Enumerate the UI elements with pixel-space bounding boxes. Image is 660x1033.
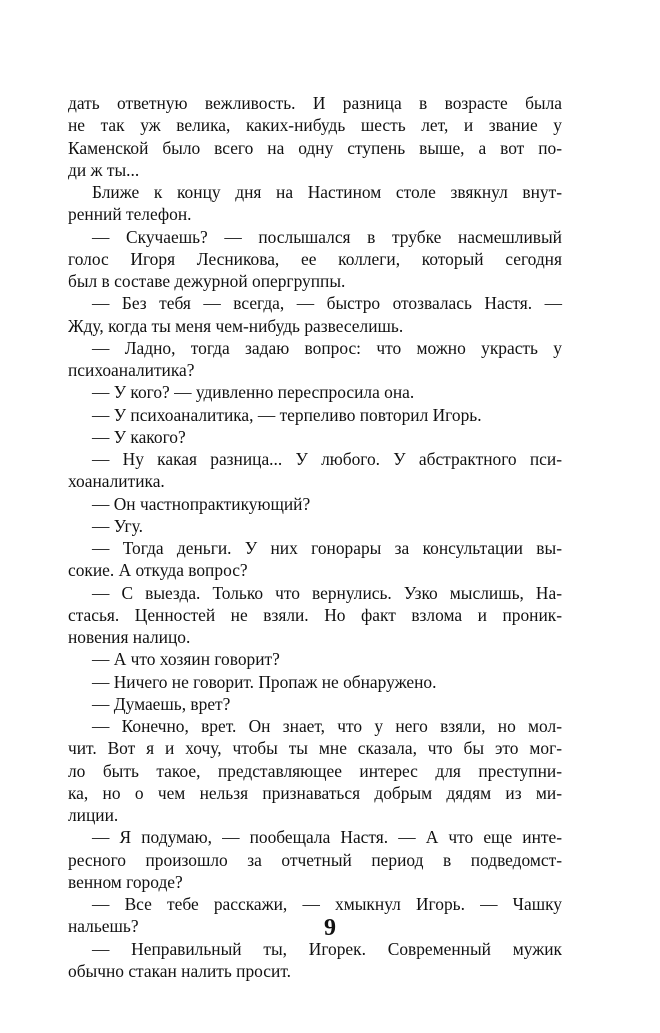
text-line: — Неправильный ты, Игорек. Современный мужик — [92, 938, 562, 959]
text-line: — Он частнопрактикующий? — [92, 493, 311, 514]
text-line: — Я подумаю, — пообещала Настя. — А что еще инте- — [92, 827, 562, 848]
text-line: новения налицо. — [68, 627, 191, 647]
text-line: голос Игоря Лесникова, ее коллеги, который сегодня — [68, 248, 562, 269]
text-line: был в составе дежурной опергруппы. — [68, 271, 346, 291]
text-line: не так уж велика, каких-нибудь шесть лет, и звание у — [68, 115, 562, 136]
text-line: — С выезда. Только что вернулись. Узко мыслишь, На- — [92, 582, 562, 603]
text-line: Ближе к концу дня на Настином столе звякнул внут- — [92, 182, 562, 202]
text-line: стасья. Ценностей не взяли. Но факт взлома и проник- — [68, 604, 562, 625]
text-line: — Ничего не говорит. Пропаж не обнаружено. — [92, 671, 437, 692]
text-line: обычно стакан налить просит. — [68, 960, 291, 981]
text-line: — А что хозяин говорит? — [92, 649, 280, 670]
text-line: — Тогда деньги. У них гонорары за консультации вы- — [92, 538, 562, 558]
text-line: лиции. — [68, 805, 119, 825]
text-line: — У какого? — [92, 426, 186, 447]
text-line: психоаналитика? — [68, 360, 195, 380]
text-line: дать ответную вежливость. И разница в возрасте была — [68, 93, 562, 113]
text-line: — Ладно, тогда задаю вопрос: что можно украсть у — [92, 337, 562, 358]
text-line: чит. Вот я и хочу, чтобы ты мне сказала, что бы это мог- — [68, 738, 562, 759]
text-line: ка, но о чем нельзя признаваться добрым дядям из ми- — [68, 782, 562, 803]
text-line: ренний телефон. — [68, 204, 192, 225]
text-line: венном городе? — [68, 871, 183, 892]
text-line: — Думаешь, врет? — [92, 693, 231, 714]
text-line: хоаналитика. — [68, 471, 165, 492]
text-line: — Угу. — [92, 515, 143, 536]
text-line: Жду, когда ты меня чем-нибудь развеселишь. — [68, 315, 404, 336]
page-text — [68, 92, 562, 982]
text-line: — Ну какая разница... У любого. У абстрактного пси- — [92, 449, 562, 469]
text-line: — Скучаешь? — послышался в трубке насмешливый — [92, 226, 562, 247]
text-line: — У психоаналитика, — терпеливо повторил Игорь. — [92, 404, 482, 425]
text-line: сокие. А откуда вопрос? — [68, 560, 248, 581]
text-line: — Конечно, врет. Он знает, что у него взяли, но мол- — [92, 716, 562, 736]
text-line: ди ж ты... — [68, 159, 140, 180]
text-line: — У кого? — удивленно переспросила она. — [92, 382, 415, 403]
text-line: — Без тебя — всегда, — быстро отозвалась Настя. — — [92, 293, 562, 314]
page-number: 9 — [324, 915, 336, 941]
text-line: ло быть такое, представляющее интерес для преступни- — [68, 760, 562, 781]
text-line: ресного произошло за отчетный период в подведомст- — [68, 849, 562, 870]
text-line: нальешь? — [68, 916, 139, 937]
text-line: Каменской было всего на одну ступень выше, а вот по- — [68, 137, 562, 158]
text-line: — Все тебе расскажи, — хмыкнул Игорь. — Чашку — [92, 894, 562, 914]
